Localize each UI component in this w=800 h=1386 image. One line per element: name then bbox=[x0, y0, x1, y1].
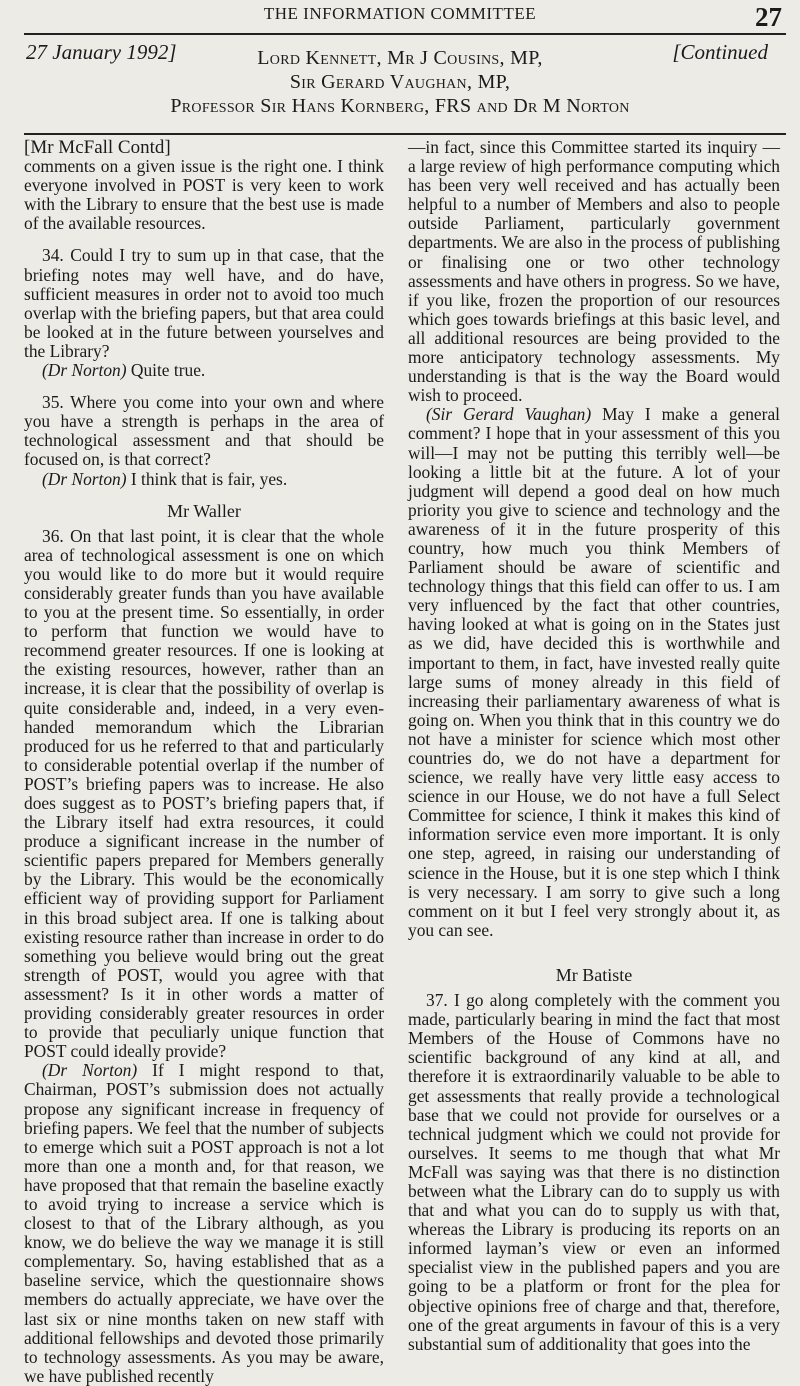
witness-line-3: Professor Sir Hans Kornberg, FRS and Dr M Norton bbox=[170, 95, 630, 117]
witness-rule bbox=[24, 133, 786, 135]
running-head bbox=[0, 4, 800, 34]
speaker-name: (Dr Norton) bbox=[42, 360, 127, 381]
continued-label: [Continued bbox=[672, 40, 768, 64]
witness-line-1: Lord Kennett, Mr J Cousins, MP, bbox=[257, 47, 543, 69]
speaker-name: (Dr Norton) bbox=[42, 468, 127, 489]
answer-35 bbox=[24, 470, 384, 489]
answer-34 bbox=[24, 361, 384, 380]
paragraph-intro: comments on a given issue is the right one. I think everyone involved in POST is very keen to work with the Library to ensure that the best use is made of the available resources. bbox=[24, 156, 384, 234]
left-column bbox=[24, 138, 384, 1386]
right-column bbox=[408, 138, 780, 1354]
answer-text: I think that is fair, yes. bbox=[126, 468, 288, 489]
section-heading-batiste: Mr Batiste bbox=[555, 964, 633, 985]
answer-36 bbox=[24, 1061, 384, 1386]
question-34: 34. Could I try to sum up in that case, that the briefing notes may well have, and do have, sufficient measures in order not to avoid too much overlap with the briefing papers, but that area could be looked at in the future between yourselves and the Library? bbox=[24, 245, 384, 361]
page-number: 27 bbox=[755, 2, 782, 32]
vaughan-comment bbox=[408, 405, 780, 940]
witness-line-2: Sir Gerard Vaughan, MP, bbox=[289, 71, 511, 93]
header-rule bbox=[24, 33, 786, 35]
session-date: 27 January 1992] bbox=[26, 40, 177, 64]
question-35: 35. Where you come into your own and where you have a strength is perhaps in the area of technological assessment and that should be focused on, is that correct? bbox=[24, 392, 384, 470]
paragraph-continued: —in fact, since this Committee started its inquiry —a large review of high performance computing which has been very well received and has actually been helpful to a number of Members and also to people outside Parliament, particularly government departments. We are also in the process of publishing or finalising one or two other technology assessments and have others in progress. So we have, if you like, frozen the proportion of our resources which goes towards briefings at this basic level, and all additional resources are being provided to the more anticipatory technology assessments. My understanding is that is the way the Board would wish to proceed. bbox=[408, 137, 780, 406]
comment-text: May I make a general comment? I hope that in your assessment of this you will—I may not be putting this terribly well—be looking a little bit at the future. A lot of your judgment will depend a good deal on how much priority you give to science and technology and the awareness of it in the future prosperity of this country, how much you think Members of Parliament should be aware of scientific and technology things that this field can offer to us. I am very influenced by the fact that other countries, having looked at what is going on in the States just as we did, have decided this is worthwhile and important to them, in fact, have invested really quite large sums of money already in this field of increasing their parliamentary awareness of what is going on. When you think that in this country we do not have a minister for science which most other countries do, we do not have a department for science, we really have very little easy access to science in our House, we do not have a full Select Committee for science, I think it makes this kind of information service even more important. It is only one step, agreed, in raising our understanding of science in the House, but it is one step which I think is very necessary. I am sorry to give such a long comment on it but I feel very strongly about it, as you can see. bbox=[408, 404, 780, 940]
question-36: 36. On that last point, it is clear that the whole area of technological assessment is one on which you would like to do more but it would require considerably greater funds than you have available to you at the present time. So essentially, in order to perform that function we would have to recommend greater resources. If one is looking at the existing resources, however, rather than an increase, it is clear that the possibility of overlap is quite considerable and, indeed, in a very even-handed memorandum which the Librarian produced for us he referred to that and particularly to considerable potential overlap if the number of POST’s briefing papers was to increase. He also does suggest as to POST’s briefing papers that, if the Library itself had extra resources, it could produce a significant increase in the number of scientific papers prepared for Members generally by the Library. This would be the economically efficient way of providing support for Parliament in this broad subject area. If one is talking about existing resource rather than increase in order to do something you believe would bring out the great strength of POST, would you agree with that assessment? Is it in other words a matter of providing considerably greater resources in order to provide that peculiarly unique function that POST could ideally provide? bbox=[24, 525, 384, 1062]
answer-text: If I might respond to that, Chairman, POST’s submission does not actually propose any significant increase in frequency of briefing papers. We feel that the number of subjects to emerge which suit a POST approach is not a lot more than one a month and, for that reason, we have proposed that that remain the baseline exactly to avoid trying to increase a service which is closest to that of the Library although, as you know, we do believe the way we manage it is still complementary. So, having established that as a baseline service, which the questionnaire shows members do actually appreciate, we have over the last six or nine months taken on new staff with additional fellowships and devoted those primarily to technology assessments. As you may be aware, we have published recently bbox=[24, 1060, 384, 1386]
section-heading-waller: Mr Waller bbox=[167, 500, 241, 521]
continued-speaker-heading: [Mr McFall Contd] bbox=[24, 137, 171, 158]
speaker-name: (Dr Norton) bbox=[42, 1060, 138, 1081]
running-head-title: THE INFORMATION COMMITTEE bbox=[263, 4, 537, 23]
answer-text: Quite true. bbox=[126, 360, 206, 381]
question-37: 37. I go along completely with the comment you made, particularly bearing in mind the fact that most Members of the House of Commons have no scientific background of any kind at all, and therefore it is extraordinarily valuable to be able to get assessments that really provide a technological base that we could not provide for ourselves or a technical judgment which we could not provide for ourselves. It seems to me though that what Mr McFall was saying was that there is no distinction between what the Library can do to supply us with that and what you can do to supply us with that, whereas the Library is producing its reports on an informed layman’s view or even an informed specialist view in the published papers and you are going to be a platform or front for the plea for objective opinions free of charge and that, therefore, one of the great arguments in favour of this is a very substantial sum of additionality that goes into the bbox=[408, 990, 780, 1354]
speaker-name: (Sir Gerard Vaughan) bbox=[426, 404, 592, 425]
